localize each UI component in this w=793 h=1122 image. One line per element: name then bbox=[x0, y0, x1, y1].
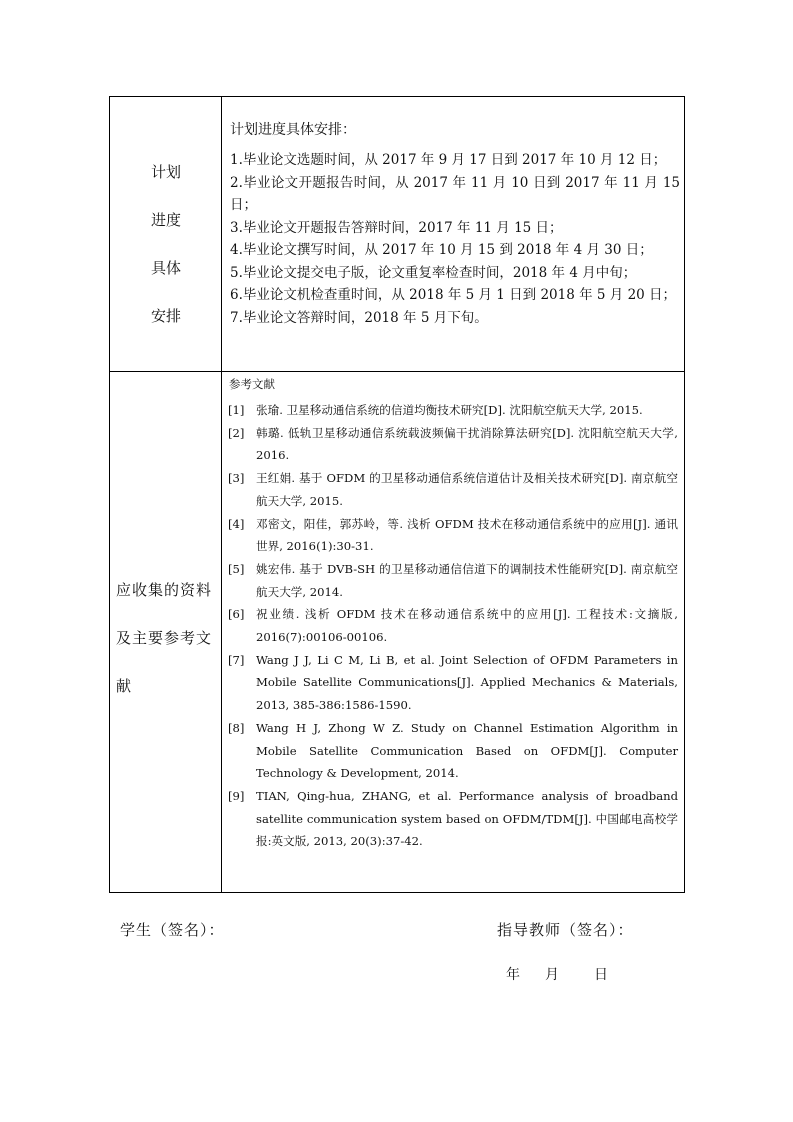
plan-row bbox=[110, 97, 684, 372]
reference-text: 邓密文，阳佳，郭苏岭，等. 浅析 OFDM 技术在移动通信系统中的应用[J]. 通讯世界, 2016(1):30-31. bbox=[256, 516, 678, 554]
plan-label-line: 计划 bbox=[150, 163, 181, 181]
references-heading: 参考文献 bbox=[229, 377, 275, 391]
reference-text: 姚宏伟. 基于 DVB-SH 的卫星移动通信信道下的调制技术性能研究[D]. 南京航空航天大学, 2014. bbox=[256, 561, 678, 599]
plan-label-line: 安排 bbox=[150, 307, 181, 325]
references-list bbox=[228, 399, 678, 853]
advisor-signature-label: 指导教师（签名）： bbox=[497, 921, 634, 939]
date-day-label: 日 bbox=[594, 967, 608, 983]
reference-item bbox=[228, 649, 678, 717]
plan-item: 6.毕业论文机检查重时间，从 2018 年 5 月 1 日到 2018 年 5 月 20 日； bbox=[230, 287, 677, 303]
reference-text: 韩璐. 低轨卫星移动通信系统载波频偏干扰消除算法研究[D]. 沈阳航空航天大学, 2016. bbox=[256, 425, 678, 463]
references-label-cell bbox=[110, 372, 222, 892]
references-row bbox=[110, 372, 684, 892]
plan-content-cell bbox=[222, 97, 684, 371]
reference-text: Wang H J, Zhong W Z. Study on Channel Estimation Algorithm in Mobile Satellite Communication Based on OFDM[J]. Computer Technology & Development, 2014. bbox=[256, 720, 678, 781]
plan-item: 7.毕业论文答辩时间，2018 年 5 月下旬。 bbox=[230, 309, 488, 326]
plan-label-line: 具体 bbox=[150, 259, 181, 277]
reference-item bbox=[228, 603, 678, 648]
date-month-label: 月 bbox=[545, 967, 559, 983]
plan-item: 1.毕业论文选题时间，从 2017 年 9 月 17 日到 2017 年 10 月 12 日； bbox=[230, 152, 667, 168]
reference-item bbox=[228, 785, 678, 853]
reference-number: [2] bbox=[228, 425, 245, 440]
reference-number: [5] bbox=[228, 561, 245, 576]
plan-list bbox=[230, 149, 680, 329]
student-signature-label: 学生（签名）： bbox=[120, 921, 225, 939]
references-label-line: 应收集的资料 bbox=[116, 581, 213, 599]
reference-item bbox=[228, 558, 678, 603]
references-label-line: 及主要参考文 bbox=[116, 629, 213, 647]
reference-text: 祝业绩. 浅析 OFDM 技术在移动通信系统中的应用[J]. 工程技术:文摘版, 2016(7):00106-00106. bbox=[256, 607, 678, 645]
proposal-table bbox=[109, 96, 685, 893]
reference-item bbox=[228, 467, 678, 512]
reference-item bbox=[228, 422, 678, 467]
reference-text: 张瑜. 卫星移动通信系统的信道均衡技术研究[D]. 沈阳航空航天大学, 2015. bbox=[256, 403, 643, 417]
plan-item: 5.毕业论文提交电子版，论文重复率检查时间，2018 年 4 月中旬； bbox=[230, 264, 637, 281]
reference-number: [3] bbox=[228, 471, 245, 486]
reference-number: [4] bbox=[228, 516, 245, 531]
plan-item: 2.毕业论文开题报告时间，从 2017 年 11 月 10 日到 2017 年 11 月 15 日； bbox=[230, 174, 680, 213]
reference-number: [8] bbox=[228, 720, 245, 735]
references-content-cell bbox=[222, 372, 684, 892]
reference-number: [1] bbox=[228, 403, 245, 417]
reference-number: [9] bbox=[228, 788, 245, 803]
reference-number: [7] bbox=[228, 652, 245, 667]
plan-item: 4.毕业论文撰写时间，从 2017 年 10 月 15 到 2018 年 4 月 30 日； bbox=[230, 242, 653, 258]
plan-heading: 计划进度具体安排： bbox=[230, 122, 356, 138]
reference-item bbox=[228, 717, 678, 785]
reference-item bbox=[228, 513, 678, 558]
reference-text: Wang J J, Li C M, Li B, et al. Joint Selection of OFDM Parameters in Mobile Satellite Communications[J]. Applied Mechanics & Materials, 2013, 385-386:1586-1590. bbox=[256, 652, 678, 713]
reference-text: 王红娟. 基于 OFDM 的卫星移动通信系统信道估计及相关技术研究[D]. 南京航空航天大学, 2015. bbox=[256, 471, 678, 508]
plan-label-cell bbox=[110, 97, 222, 371]
reference-item bbox=[228, 399, 678, 422]
references-label-line: 献 bbox=[116, 677, 133, 695]
date-year-label: 年 bbox=[506, 967, 520, 983]
plan-item: 3.毕业论文开题报告答辩时间，2017 年 11 月 15 日； bbox=[230, 219, 563, 236]
plan-label-line: 进度 bbox=[150, 211, 181, 229]
reference-text: TIAN, Qing-hua, ZHANG, et al. Performance analysis of broadband satellite communication system based on OFDM/TDM[J]. 中国邮电高校学报:英文版, 2013, 20(3):37-42. bbox=[256, 788, 678, 849]
reference-number: [6] bbox=[228, 607, 245, 622]
